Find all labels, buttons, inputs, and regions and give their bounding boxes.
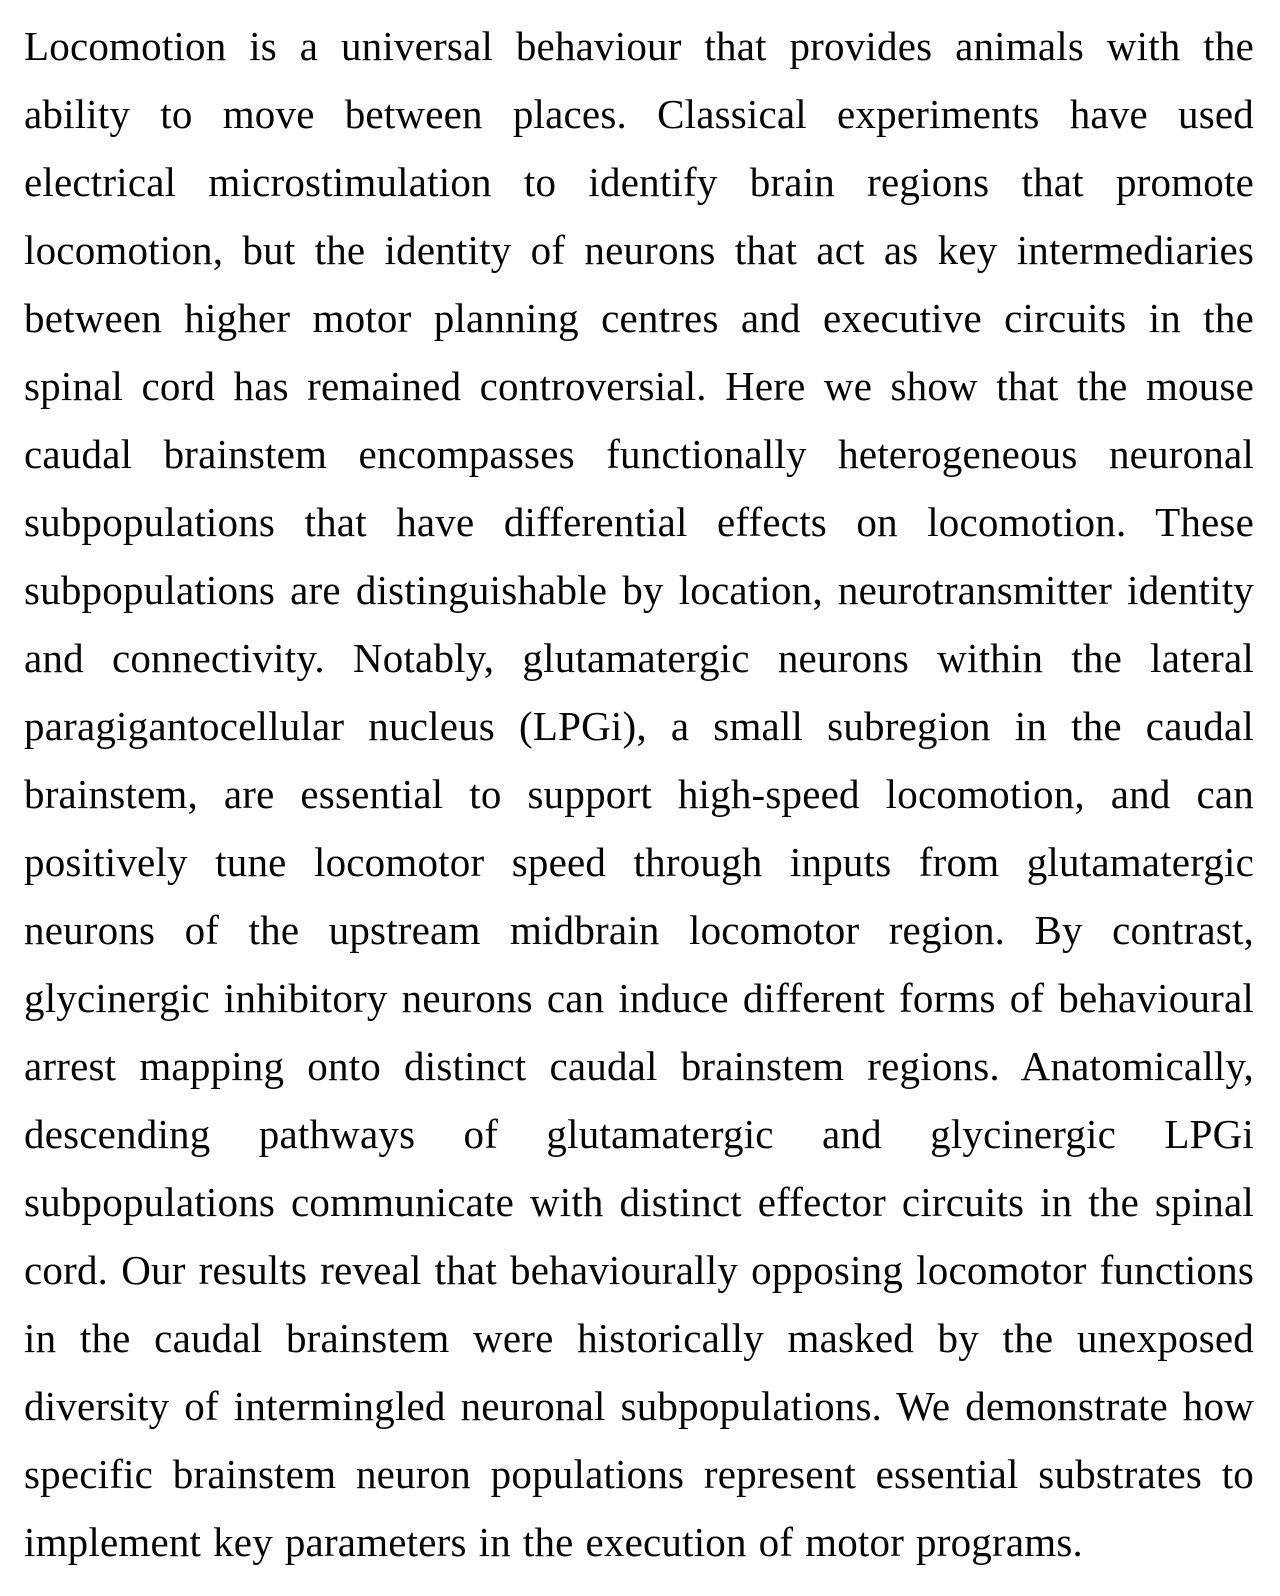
abstract-paragraph: Locomotion is a universal behaviour that provides animals with the ability to move between places. Classical experiments have used electrical microstimulation to identify brain regions that promote locomotion, but the identity of neurons that act as key intermediaries between higher motor planning centres and executive circuits in the spinal cord has remained controversial. Here we show that the mouse caudal brainstem encompasses functionally heterogeneous neuronal subpopulations that have differential effects on locomotion. These subpopulations are distinguishable by location, neurotransmitter identity and connectivity. Notably, glutamatergic neurons within the lateral paragigantocellular nucleus (LPGi), a small subregion in the caudal brainstem, are essential to support high-speed locomotion, and can positively tune locomotor speed through inputs from glutamatergic neurons of the upstream midbrain locomotor region. By contrast, glycinergic inhibitory neurons can induce different forms of behavioural arrest mapping onto distinct caudal brainstem regions. Anatomically, descending pathways of glutamatergic and glycinergic LPGi subpopulations communicate with distinct effector circuits in the spinal cord. Our results reveal that behaviourally opposing locomotor functions in the caudal brainstem were historically masked by the unexposed diversity of intermingled neuronal subpopulations. We demonstrate how specific brainstem neuron populations represent essential substrates to implement key parameters in the execution of motor programs. bbox=[24, 23, 1254, 1565]
